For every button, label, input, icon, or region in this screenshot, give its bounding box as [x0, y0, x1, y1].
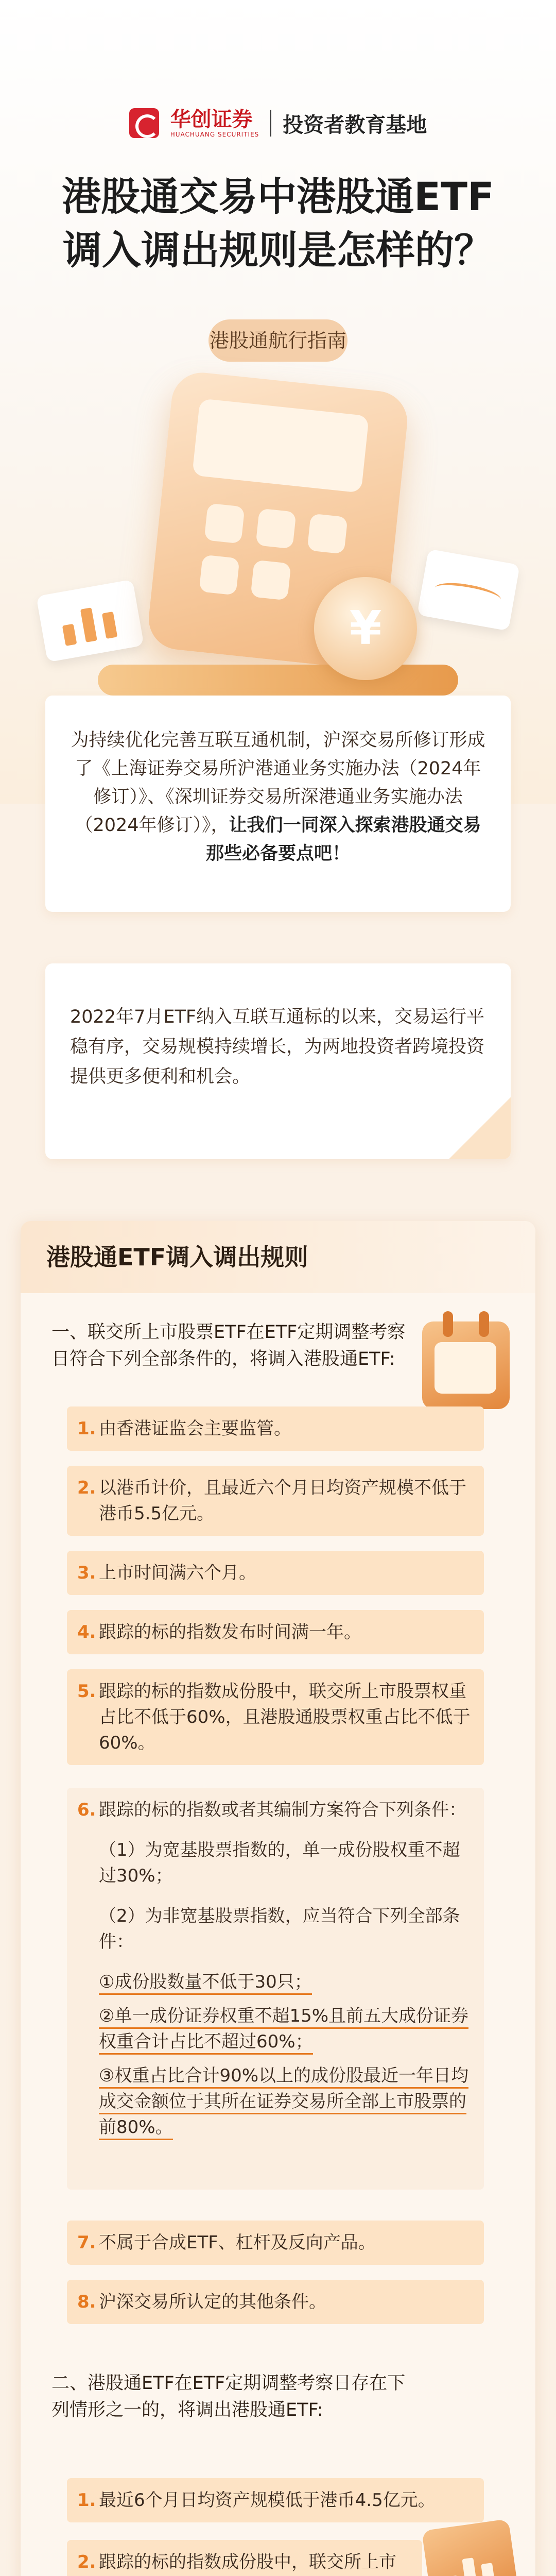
rules-card [21, 1221, 535, 2576]
criteria-2: ②单一成份证券权重不超15%且前五大成份证券权重合计占比不超过60%； [99, 2006, 468, 2055]
criteria-3: ③权重占比合计90%以上的成份股最近一年日均成交金额位于其所在证券交易所全部上市股票的前80%。 [99, 2065, 468, 2140]
calculator-key-icon [250, 560, 291, 600]
platform-base-icon [98, 665, 458, 696]
list-item: 4. 跟踪的标的指数发布时间满一年。 [67, 1610, 484, 1654]
bar-chart-board-icon [36, 579, 144, 662]
line-chart-board-icon [417, 549, 520, 631]
intro-text: 为持续优化完善互联互通机制，沪深交易所修订形成了《上海证券交易所沪港通业务实施办法（2024年修订）》、《深圳证券交易所深港通业务实施办法（2024年修订）》， [71, 730, 485, 836]
criteria-broad: （1）为宽基股票指数的，单一成份股权重不超过30%； [99, 1840, 460, 1886]
summary-text: 2022年7月ETF纳入互联互通标的以来，交易运行平稳有序，交易规模持续增长，为两地投资者跨境投资提供更多便利和机会。 [70, 1007, 485, 1087]
calculator-key-icon [307, 513, 348, 554]
list-item: 5. 跟踪的标的指数成份股中，联交所上市股票权重占比不低于60%，且港股通股票权重占比不低于60%。 [67, 1669, 484, 1765]
list-item: 1. 最近6个月日均资产规模低于港币4.5亿元。 [67, 2478, 484, 2522]
calculator-key-icon [199, 554, 239, 595]
rules-card-heading: 港股通ETF调入调出规则 [21, 1221, 535, 1293]
list-item: 7. 不属于合成ETF、杠杆及反向产品。 [67, 2221, 484, 2265]
list-item: 8. 沪深交易所认定的其他条件。 [67, 2280, 484, 2324]
title-line-2: 调入调出规则是怎样的？ [63, 227, 493, 273]
calendar-icon [422, 1311, 510, 1409]
hero-section [0, 0, 556, 804]
subtitle-badge: 港股通航行指南 [208, 319, 348, 362]
list-item: 1. 由香港证监会主要监管。 [67, 1406, 484, 1451]
list-item: 2. 以港币计价，且最近六个月日均资产规模不低于港币5.5亿元。 [67, 1466, 484, 1536]
chart-card-icon [422, 2519, 520, 2576]
brand-header [0, 108, 556, 138]
list-item: 3. 上市时间满六个月。 [67, 1551, 484, 1595]
brand-tagline: 投资者教育基地 [283, 113, 427, 137]
list-item: 2. 跟踪的标的指数成份股中，联交所上市 [67, 2540, 422, 2576]
brand-logo-icon [129, 108, 159, 138]
calculator-key-icon [255, 508, 296, 549]
intro-emphasis: 让我们一同深入探索港股通交易那些必备要点吧！ [205, 815, 481, 864]
criteria-non-broad: （2）为非宽基股票指数，应当符合下列全部条件： [99, 1906, 460, 1952]
brand-divider [270, 110, 271, 137]
criteria-1: ①成份股数量不低于30只； [99, 1972, 312, 1995]
list-item-criteria: 6. 跟踪的标的指数或者其编制方案符合下列条件： （1）为宽基股票指数的，单一成份股权重不超过30%； （2）为非宽基股票指数，应当符合下列全部条件： ①成份股数量不低于30只； ②单一成份证券权重不超15%且前五大成份证券权重合计占比不超过60%； ③权重占比合计90%以上的成份股最近一年日均成交金额位于其所在证券交易所全部上市股票的前80%。 [67, 1788, 484, 2190]
title-line-1: 港股通交易中港股通ETF [62, 174, 494, 219]
brand-name: 华创证券 [170, 108, 253, 131]
section2-title: 二、港股通ETF在ETF定期调整考察日存在下列情形之一的，将调出港股通ETF: [51, 2373, 406, 2420]
brand-name-en: HUACHUANG SECURITIES [170, 131, 259, 138]
section1-title: 一、联交所上市股票ETF在ETF定期调整考察日符合下列全部条件的，将调入港股通ETF: [51, 1322, 406, 1369]
page-title [0, 170, 556, 277]
summary-box [45, 963, 511, 1159]
yen-coin-icon: ¥ [314, 577, 417, 680]
intro-box [45, 696, 511, 912]
brand-name-block [170, 108, 259, 138]
calculator-key-icon [204, 503, 245, 544]
